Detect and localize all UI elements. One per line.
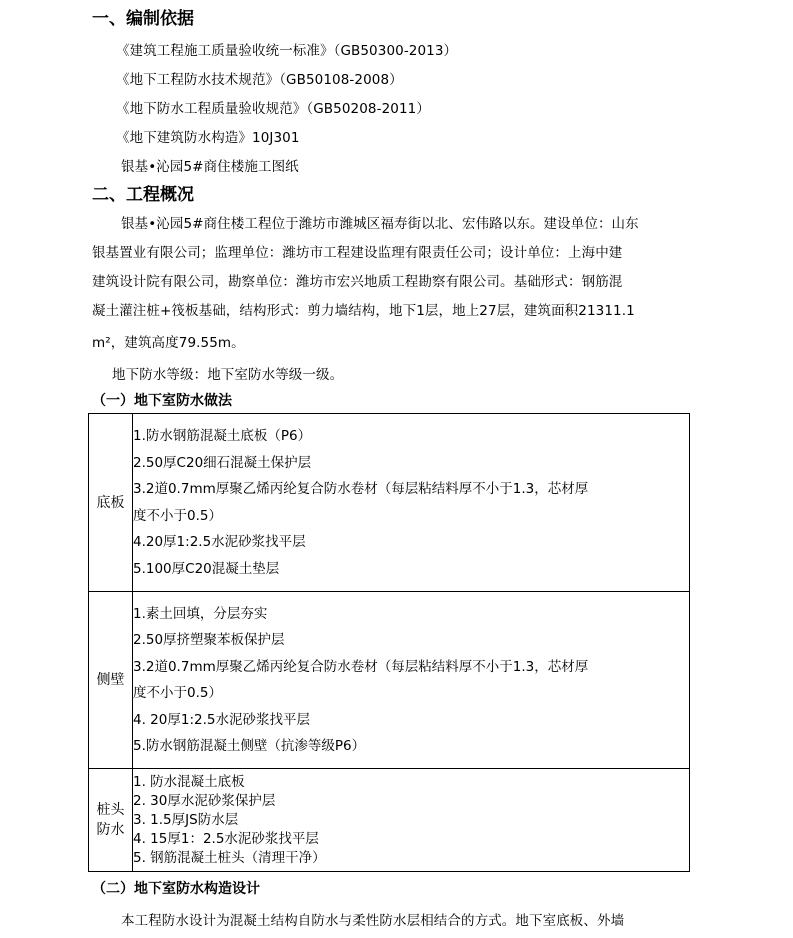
overview-line: 凝土灌注桩+筏板基础，结构形式：剪力墙结构，地下1层，地上27层，建筑面积21311.1	[92, 303, 635, 319]
row-items	[133, 769, 690, 872]
list-item: 4.20厚1:2.5水泥砂浆找平层	[133, 534, 306, 551]
list-item: 3. 1.5厚JS防水层	[133, 812, 239, 828]
subsection-heading-design: （二）地下室防水构造设计	[92, 881, 260, 897]
overview-line: m²，建筑高度79.55m。	[92, 335, 245, 351]
list-item: 度不小于0.5）	[133, 685, 222, 702]
reference-item: 《地下防水工程质量验收规范》（GB50208-2011）	[116, 101, 430, 117]
reference-item: 《建筑工程施工质量验收统一标准》（GB50300-2013）	[116, 43, 458, 59]
waterproof-method-table	[88, 413, 690, 872]
overview-line: 建筑设计院有限公司，勘察单位：潍坊市宏兴地质工程勘察有限公司。基础形式：钢筋混	[92, 274, 623, 290]
row-label: 侧壁	[89, 592, 133, 769]
list-item: 5. 钢筋混凝土桩头（清理干净）	[133, 850, 326, 866]
reference-item: 银基•沁园5#商住楼施工图纸	[121, 159, 299, 175]
list-item: 1.素土回填，分层夯实	[133, 605, 268, 622]
reference-item: 《地下工程防水技术规范》（GB50108-2008）	[116, 72, 403, 88]
waterproof-grade: 地下防水等级：地下室防水等级一级。	[112, 367, 344, 383]
list-item: 4. 20厚1:2.5水泥砂浆找平层	[133, 711, 310, 728]
reference-item: 《地下建筑防水构造》10J301	[116, 130, 300, 146]
list-item: 5.100厚C20混凝土垫层	[133, 560, 280, 577]
row-items	[133, 414, 690, 592]
list-item: 度不小于0.5）	[133, 507, 222, 524]
row-items	[133, 592, 690, 769]
row-label: 底板	[89, 414, 133, 592]
table-row	[89, 414, 690, 592]
section-heading-overview: 二、工程概况	[92, 185, 194, 205]
table-row	[89, 769, 690, 872]
table-row	[89, 592, 690, 769]
design-paragraph-line: 本工程防水设计为混凝土结构自防水与柔性防水层相结合的方式。地下室底板、外墙	[121, 913, 625, 929]
list-item: 2. 30厚水泥砂浆保护层	[133, 793, 276, 809]
list-item: 5.防水钢筋混凝土侧壁（抗渗等级P6）	[133, 738, 366, 755]
list-item: 1.防水钢筋混凝土底板（P6）	[133, 428, 312, 445]
list-item: 4. 15厚1：2.5水泥砂浆找平层	[133, 831, 319, 847]
list-item: 1. 防水混凝土底板	[133, 774, 245, 790]
overview-line: 银基置业有限公司；监理单位：潍坊市工程建设监理有限责任公司；设计单位：上海中建	[92, 245, 623, 261]
list-item: 3.2道0.7mm厚聚乙烯丙纶复合防水卷材（每层粘结料厚不小于1.3，芯材厚	[133, 481, 589, 498]
subsection-heading-method: （一）地下室防水做法	[92, 393, 232, 409]
list-item: 2.50厚挤塑聚苯板保护层	[133, 632, 285, 649]
overview-line: 银基•沁园5#商住楼工程位于潍坊市潍城区福寿街以北、宏伟路以东。建设单位：山东	[121, 216, 639, 232]
section-heading-basis: 一、编制依据	[92, 9, 194, 29]
list-item: 3.2道0.7mm厚聚乙烯丙纶复合防水卷材（每层粘结料厚不小于1.3，芯材厚	[133, 658, 589, 675]
row-label-line: 桩头	[96, 802, 125, 818]
row-label	[89, 769, 133, 872]
row-label-line: 防水	[96, 822, 125, 838]
list-item: 2.50厚C20细石混凝土保护层	[133, 454, 312, 471]
